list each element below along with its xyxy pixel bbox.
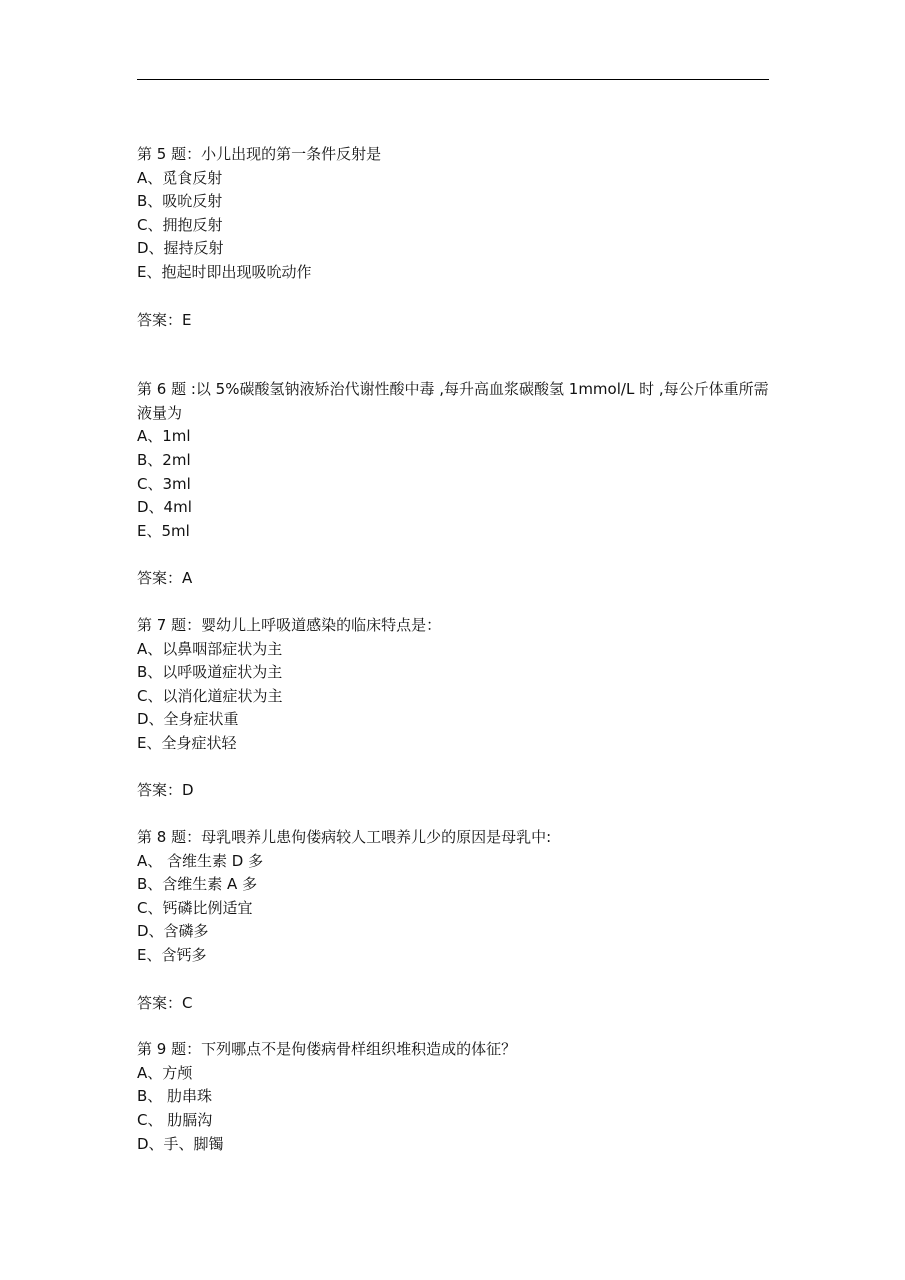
option-a: A、1ml — [137, 427, 191, 446]
option-c: C、3ml — [137, 474, 191, 493]
option-a: A、觅食反射 — [137, 168, 223, 187]
option-c: C、 肋膈沟 — [137, 1111, 213, 1129]
option-list — [137, 425, 769, 543]
question-9 — [137, 1038, 769, 1156]
question-5 — [137, 143, 769, 332]
option-e: E、含钙多 — [137, 946, 207, 965]
option-d: D、含磷多 — [137, 922, 209, 941]
option-c: C、以消化道症状为主 — [137, 686, 283, 705]
answer: 答案：E — [137, 310, 192, 329]
option-c: C、拥抱反射 — [137, 215, 223, 234]
option-d: D、全身症状重 — [137, 710, 239, 729]
question-8 — [137, 826, 769, 1015]
question-title: 第 6 题 :以 5%碳酸氢钠液矫治代谢性酸中毒 ,每升高血浆碳酸氢 1mmol/L 时 ,每公斤体重所需液量为 — [137, 380, 769, 422]
question-title: 第 5 题：小儿出现的第一条件反射是 — [137, 145, 382, 163]
question-title: 第 9 题：下列哪点不是佝偻病骨样组织堆积造成的体征？ — [137, 1040, 517, 1059]
answer: 答案：A — [137, 569, 193, 588]
option-a: A、以鼻咽部症状为主 — [137, 639, 283, 658]
option-b: B、含维生素 A 多 — [137, 875, 258, 894]
option-b: B、吸吮反射 — [137, 192, 223, 211]
option-d: D、手、脚镯 — [137, 1134, 224, 1153]
option-d: D、握持反射 — [137, 239, 224, 258]
option-b: B、 肋串珠 — [137, 1087, 213, 1106]
option-b: B、2ml — [137, 450, 191, 469]
option-d: D、4ml — [137, 498, 192, 517]
option-a: A、 含维生素 D 多 — [137, 851, 264, 870]
question-7 — [137, 614, 769, 803]
question-title: 第 7 题：婴幼儿上呼吸道感染的临床特点是： — [137, 615, 442, 634]
option-e: E、抱起时即出现吸吮动作 — [137, 262, 312, 281]
question-title: 第 8 题：母乳喂养儿患佝偻病较人工喂养儿少的原因是母乳中: — [137, 828, 552, 847]
option-b: B、以呼吸道症状为主 — [137, 663, 283, 682]
option-e: E、全身症状轻 — [137, 733, 237, 752]
answer: 答案：D — [137, 781, 194, 800]
option-list — [137, 167, 769, 285]
option-a: A、方颅 — [137, 1063, 193, 1082]
header-rule — [137, 79, 769, 80]
question-6 — [137, 378, 769, 591]
answer: 答案：C — [137, 993, 193, 1012]
option-list — [137, 638, 769, 756]
option-e: E、5ml — [137, 521, 190, 540]
question-list — [137, 143, 769, 1156]
option-list — [137, 1062, 769, 1156]
option-c: C、钙磷比例适宜 — [137, 898, 253, 917]
option-list — [137, 850, 769, 968]
